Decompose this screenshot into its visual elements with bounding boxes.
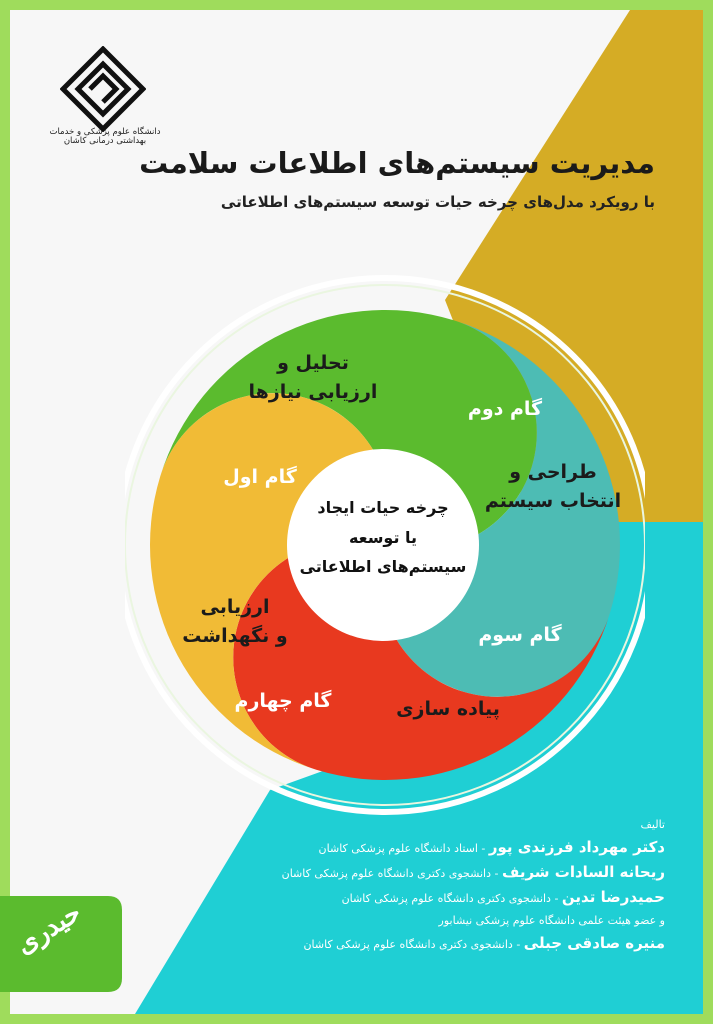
step1-title-line2: ارزیابی نیازها	[248, 380, 378, 403]
step4-title-line1: ارزیابی	[200, 596, 270, 618]
step3-title	[378, 695, 518, 724]
author-row-3	[105, 887, 665, 906]
step2-title	[468, 458, 638, 515]
step1-title-line1: تحلیل و	[277, 352, 349, 374]
author-row-1	[105, 837, 665, 856]
authors-block	[105, 818, 665, 952]
author-desc: - دانشجوی دکتری دانشگاه علوم پزشکی کاشان	[303, 938, 524, 951]
book-subtitle: با رویکرد مدل‌های چرخه حیات توسعه سیستم‌های اطلاعاتی	[220, 193, 655, 211]
step1-title	[228, 349, 398, 406]
step3-title-line1: پیاده سازی	[396, 698, 500, 720]
author-name: منیره صادقی جبلی	[523, 934, 665, 952]
step2-title-line2: انتخاب سیستم	[484, 489, 622, 512]
authors-label: تالیف	[640, 818, 665, 831]
author-desc: - دانشجوی دکتری دانشگاه علوم پزشکی کاشان	[281, 867, 502, 880]
publisher-logo: حیدری	[10, 897, 87, 961]
step4-title-line2: و نگهداشت	[182, 624, 288, 647]
center-line2: یا توسعه	[348, 527, 418, 547]
book-title: مدیریت سیستم‌های اطلاعات سلامت	[139, 146, 655, 180]
author-name: حمیدرضا تدین	[561, 888, 665, 906]
step1-label: گام اول	[223, 466, 297, 488]
university-logo-icon	[60, 46, 146, 132]
step4-label: گام چهارم	[234, 690, 332, 712]
logo-caption: دانشگاه علوم پزشکی و خدمات بهداشتی درمانی کاشان	[49, 127, 161, 147]
author-name: ریحانه السادات شریف	[501, 863, 665, 881]
center-line1: چرخه حیات ایجاد	[317, 498, 449, 517]
step4-title	[150, 593, 320, 650]
author-row-2	[105, 862, 665, 881]
author-desc: - دانشجوی دکتری دانشگاه علوم پزشکی کاشان	[341, 892, 562, 905]
author-row-4	[105, 933, 665, 952]
author-desc: - استاد دانشگاه علوم پزشکی کاشان	[318, 842, 489, 855]
step3-label: گام سوم	[478, 624, 562, 646]
step2-title-line1: طراحی و	[509, 461, 597, 483]
author-desc: و عضو هیئت علمی دانشگاه علوم پزشکی نیشابور	[438, 914, 665, 927]
step2-label: گام دوم	[467, 398, 543, 420]
author-row-3-extra	[105, 914, 665, 927]
center-line3: سیستم‌های اطلاعاتی	[299, 557, 467, 577]
author-name: دکتر مهرداد فرزندی پور	[488, 838, 665, 856]
wheel-center-text	[288, 493, 478, 582]
